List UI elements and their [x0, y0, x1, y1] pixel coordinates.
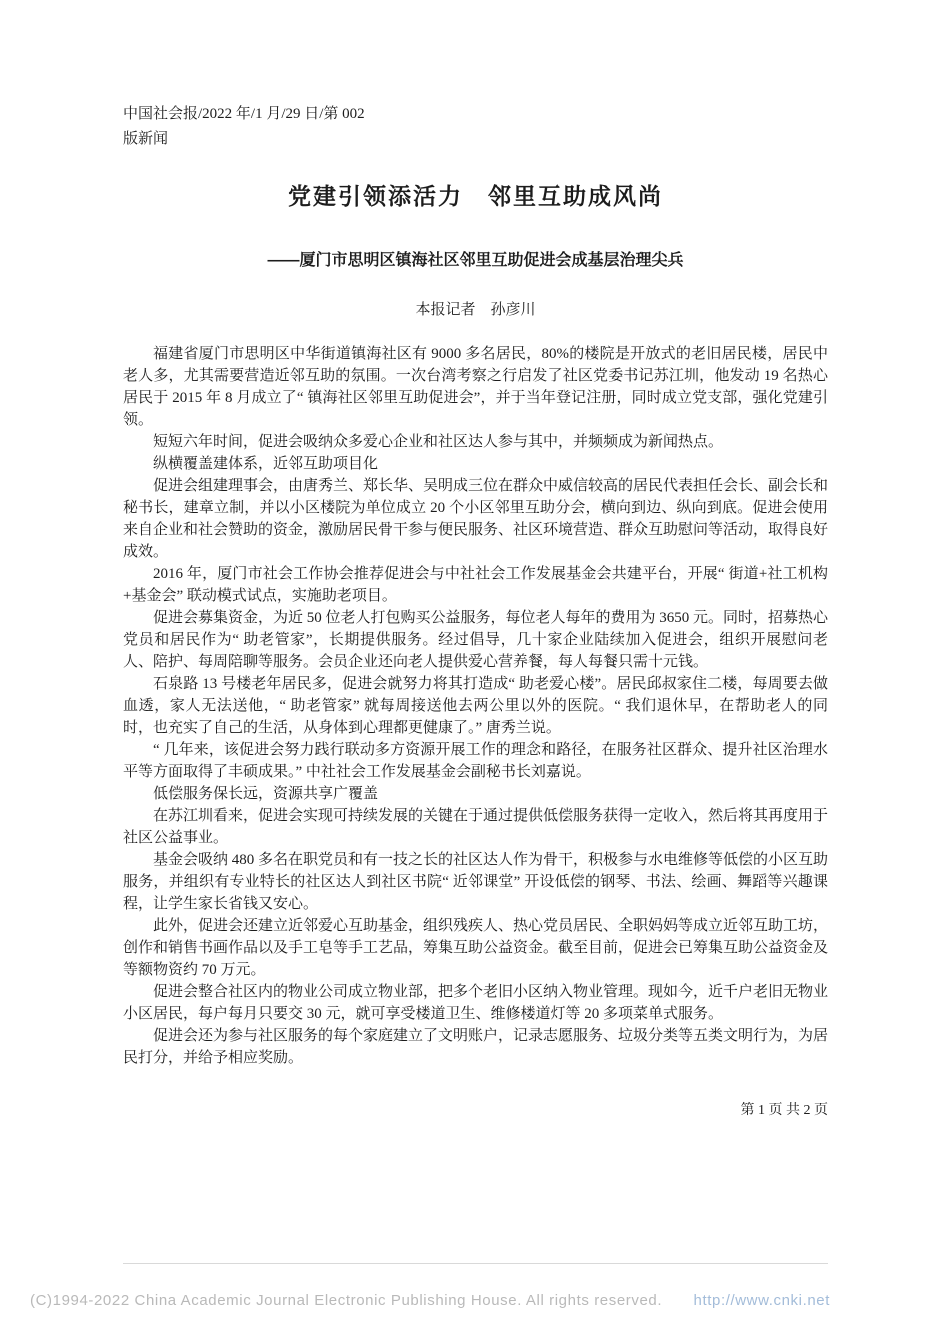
section-heading: 低偿服务保长远，资源共享广覆盖: [153, 786, 379, 802]
footer-divider: [123, 1263, 828, 1264]
article-paragraph: 促进会组建理事会，由唐秀兰、郑长华、吴明成三位在群众中威信较高的居民代表担任会长、副会长和秘书长，建章立制，并以小区楼院为单位成立 20 个小区邻里互助分会，横向到边、纵向到底。促进会使用来自企业和社会赞助的资金，激励居民骨干参与便民服务、社区环境营造、群众互助慰问等活动，取得良好成效。: [123, 478, 829, 560]
article-body: [123, 343, 828, 1069]
copyright-text: (C)1994-2022 China Academic Journal Electronic Publishing House. All rights reserved.: [30, 1292, 663, 1309]
cnki-footer: [0, 1292, 950, 1309]
article-paragraph: 促进会整合社区内的物业公司成立物业部，把多个老旧小区纳入物业管理。现如今，近千户老旧无物业小区居民，每户每月只要交 30 元，就可享受楼道卫生、维修楼道灯等 20 多项菜单式服务。: [123, 984, 829, 1022]
publication-info: [123, 102, 828, 152]
article-paragraph: 基金会吸纳 480 多名在职党员和有一技之长的社区达人作为骨干，积极参与水电维修等低偿的小区互助服务，并组织有专业特长的社区达人到社区书院“ 近邻课堂” 开设低偿的钢琴、书法、绘画、舞蹈等兴趣课程，让学生家长省钱又安心。: [123, 852, 829, 912]
article-paragraph: 促进会还为参与社区服务的每个家庭建立了文明账户，记录志愿服务、垃圾分类等五类文明行为，为居民打分，并给予相应奖励。: [123, 1028, 829, 1066]
article-title: 党建引领添活力 邻里互助成风尚: [288, 183, 663, 209]
article-paragraph: 福建省厦门市思明区中华街道镇海社区有 9000 多名居民，80%的楼院是开放式的老旧居民楼，居民中老人多，尤其需要营造近邻互助的氛围。一次台湾考察之行启发了社区党委书记苏江圳，他发动 19 名热心居民于 2015 年 8 月成立了“ 镇海社区邻里互助促进会”，并于当年登记注册，同时成立党支部，强化党建引领。: [123, 346, 828, 428]
publication-info-line2: 版新闻: [123, 131, 169, 147]
page-indicator: 第 1 页 共 2 页: [740, 1103, 828, 1118]
publication-info-line1: 中国社会报/2022 年/1 月/29 日/第 002: [123, 106, 365, 122]
article-author: 本报记者 孙彦川: [415, 302, 536, 318]
article-paragraph: 在苏江圳看来，促进会实现可持续发展的关键在于通过提供低偿服务获得一定收入，然后将其再度用于社区公益事业。: [123, 808, 829, 846]
article-subtitle: ——厦门市思明区镇海社区邻里互助促进会成基层治理尖兵: [267, 252, 684, 269]
article-paragraph: 2016 年，厦门市社会工作协会推荐促进会与中社社会工作发展基金会共建平台，开展“ 街道+社工机构+基金会” 联动模式试点，实施助老项目。: [123, 566, 828, 604]
article-paragraph: 此外，促进会还建立近邻爱心互助基金，组织残疾人、热心党员居民、全职妈妈等成立近邻互助工坊，创作和销售书画作品以及手工皂等手工艺品，筹集互助公益资金。截至目前，促进会已筹集互助公益资金及等额物资约 70 万元。: [123, 918, 829, 978]
cnki-url-link[interactable]: http://www.cnki.net: [693, 1292, 830, 1309]
article-paragraph: 促进会募集资金，为近 50 位老人打包购买公益服务，每位老人每年的费用为 3650 元。同时，招募热心党员和居民作为“ 助老管家”，长期提供服务。经过倡导，几十家企业陆续加入促进会，组织开展慰问老人、陪护、每周陪聊等服务。会员企业还向老人提供爱心营养餐，每人每餐只需十元钱。: [123, 610, 829, 670]
article-paragraph: 石泉路 13 号楼老年居民多，促进会就努力将其打造成“ 助老爱心楼”。居民邱叔家住二楼，每周要去做血透，家人无法送他，“ 助老管家” 就每周接送他去两公里以外的医院。“ 我们退休早，在帮助老人的同时，也充实了自己的生活，从身体到心理都更健康了。” 唐秀兰说。: [123, 676, 828, 736]
article-paragraph: “ 几年来，该促进会努力践行联动多方资源开展工作的理念和路径，在服务社区群众、提升社区治理水平等方面取得了丰硕成果。” 中社社会工作发展基金会副秘书长刘嘉说。: [123, 742, 828, 780]
article-paragraph: 短短六年时间，促进会吸纳众多爱心企业和社区达人参与其中，并频频成为新闻热点。: [153, 434, 724, 450]
section-heading: 纵横覆盖建体系，近邻互助项目化: [153, 456, 379, 472]
